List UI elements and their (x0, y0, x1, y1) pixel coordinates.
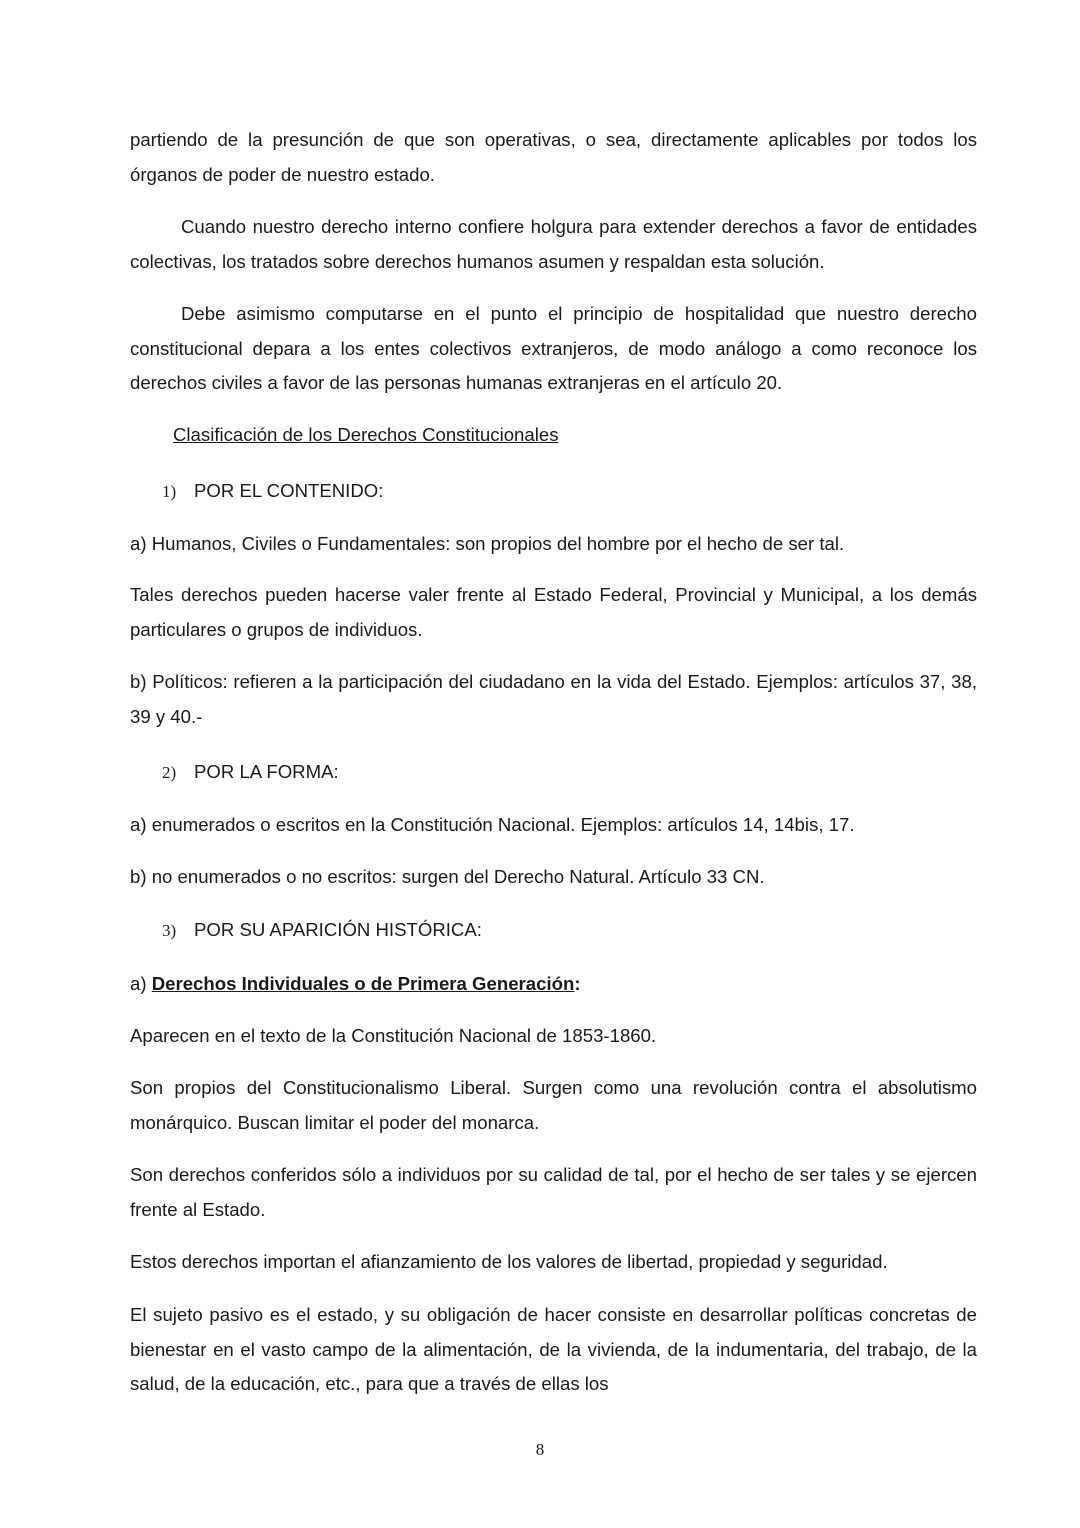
numbered-item-forma (162, 755, 339, 791)
section-heading-clasificacion: Clasificación de los Derechos Constitucionales (173, 424, 559, 445)
paragraph-hospitalidad: Debe asimismo computarse en el punto el principio de hospitalidad que nuestro derecho constitucional depara a los entes colectivos extranjeros, de modo análogo a como reconoce los derechos civiles a favor de las personas humanas extranjeras en el artículo 20. (130, 303, 977, 393)
paragraph-conferidos: Son derechos conferidos sólo a individuos por su calidad de tal, por el hecho de ser tales y se ejercen frente al Estado. (130, 1164, 977, 1220)
item-number: 3) (162, 921, 177, 940)
item-title: POR EL CONTENIDO: (194, 480, 384, 501)
paragraph-humanos: a) Humanos, Civiles o Fundamentales: son propios del hombre por el hecho de ser tal. (130, 533, 845, 554)
paragraph-constitucionalismo: Son propios del Constitucionalismo Liberal. Surgen como una revolución contra el absolutismo monárquico. Buscan limitar el poder del monarca. (130, 1077, 977, 1133)
subheading-title: Derechos Individuales o de Primera Generación (151, 973, 575, 994)
paragraph-afianzamiento: Estos derechos importan el afianzamiento de los valores de libertad, propiedad y seguridad. (130, 1251, 888, 1272)
paragraph-continuation: partiendo de la presunción de que son operativas, o sea, directamente aplicables por todos los órganos de poder de nuestro estado. (130, 129, 977, 185)
item-number: 2) (162, 763, 177, 782)
paragraph-enumerados: a) enumerados o escritos en la Constitución Nacional. Ejemplos: artículos 14, 14bis, 17. (130, 814, 855, 835)
subheading-colon: : (574, 973, 581, 994)
paragraph-no-enumerados: b) no enumerados o no escritos: surgen del Derecho Natural. Artículo 33 CN. (130, 866, 765, 887)
item-title: POR SU APARICIÓN HISTÓRICA: (194, 919, 482, 940)
paragraph-derecho-interno: Cuando nuestro derecho interno confiere holgura para extender derechos a favor de entidades colectivas, los tratados sobre derechos humanos asumen y respaldan esta solución. (130, 216, 977, 272)
numbered-item-contenido (162, 474, 383, 510)
subheading-prefix: a) (130, 973, 152, 994)
numbered-item-aparicion (162, 913, 482, 949)
item-number: 1) (162, 482, 177, 501)
paragraph-sujeto-pasivo: El sujeto pasivo es el estado, y su obligación de hacer consiste en desarrollar políticas concretas de bienestar en el vasto campo de la alimentación, de la vivienda, de la indumentaria, del trabajo, de la salud, de la educación, etc., para que a través de ellas los (130, 1304, 977, 1394)
paragraph-aparecen: Aparecen en el texto de la Constitución Nacional de 1853-1860. (130, 1025, 657, 1046)
paragraph-tales-derechos: Tales derechos pueden hacerse valer frente al Estado Federal, Provincial y Municipal, a los demás particulares o grupos de individuos. (130, 584, 977, 640)
paragraph-politicos: b) Políticos: refieren a la participación del ciudadano en la vida del Estado. Ejemplos: artículos 37, 38, 39 y 40.- (130, 671, 977, 727)
page-number: 8 (535, 1440, 545, 1459)
item-title: POR LA FORMA: (194, 761, 339, 782)
subheading-primera-generacion (130, 967, 977, 1002)
